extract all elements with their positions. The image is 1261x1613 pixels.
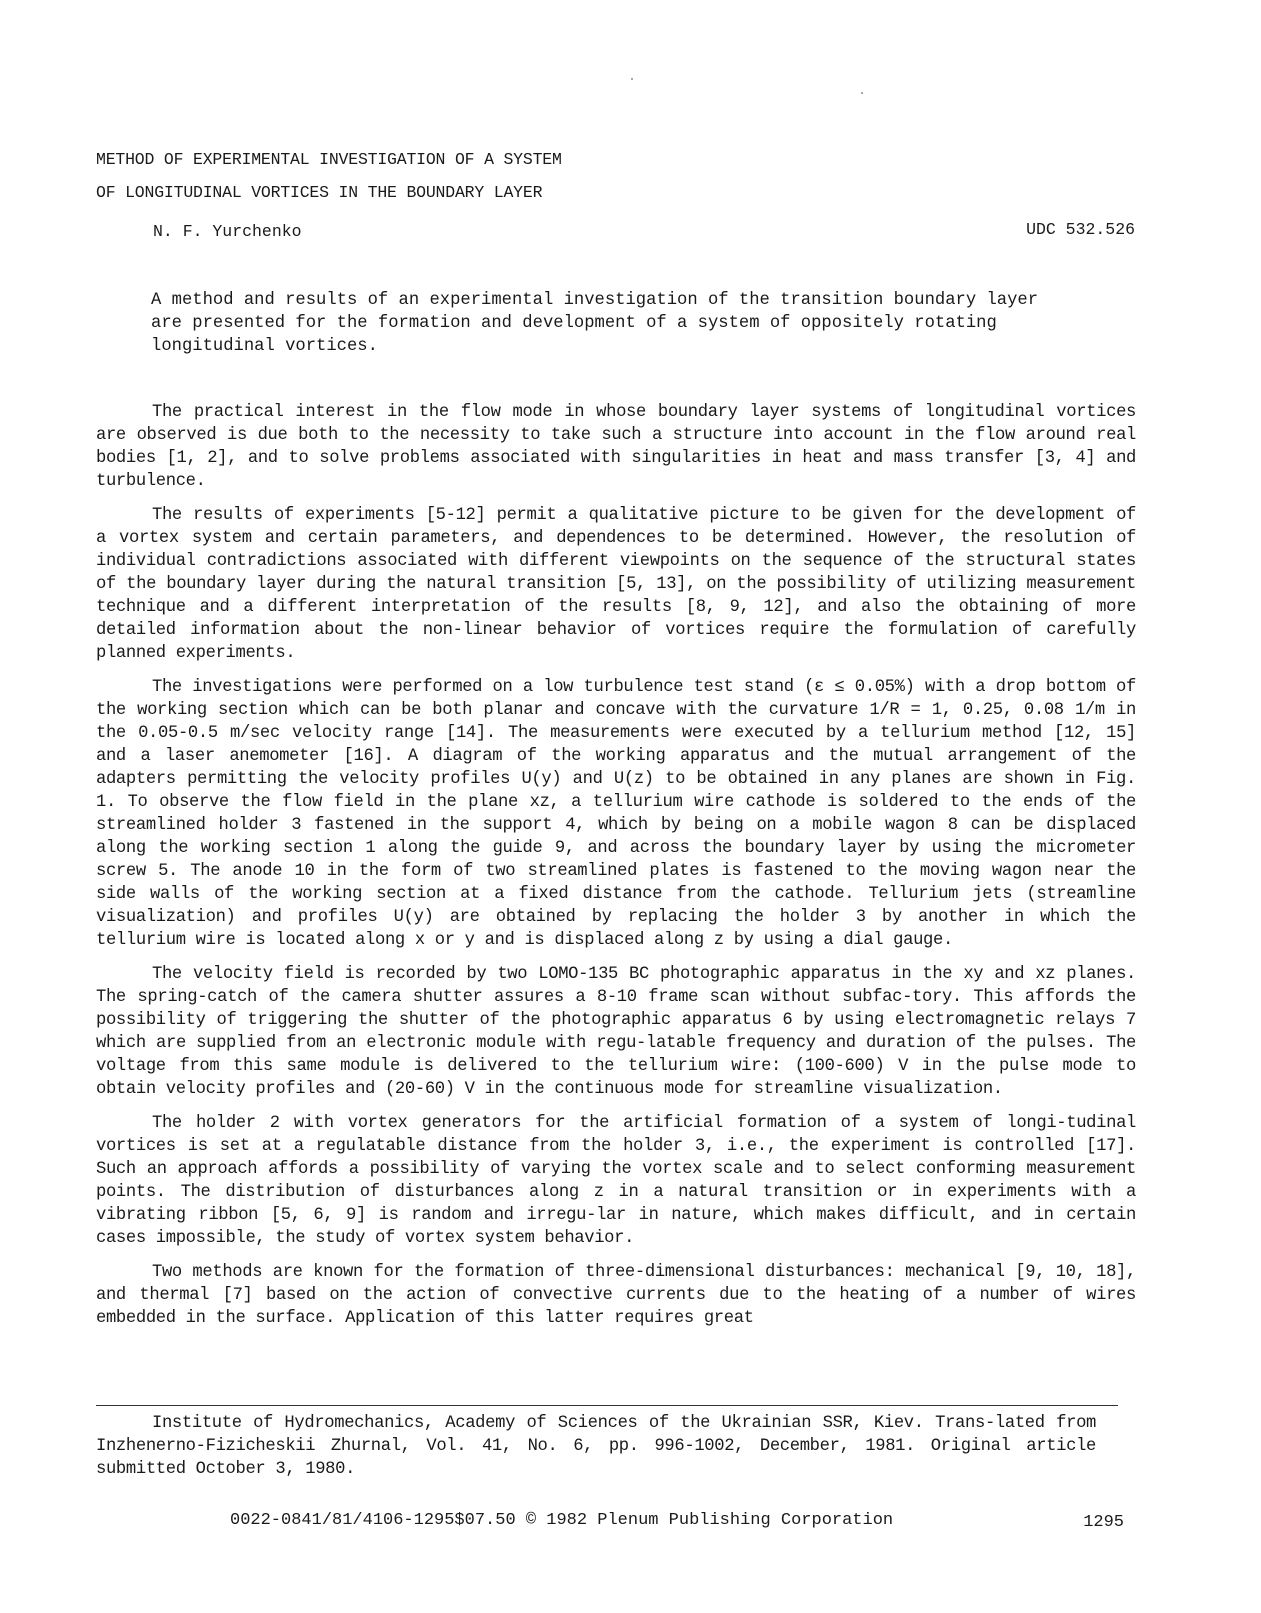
body-paragraph: The practical interest in the flow mode in whose boundary layer systems of longitudinal vortices are observed is due both to the necessity to take such a structure into account in the flow around real bodies [1, 2], and to solve problems associated with singularities in heat and mass transfer [3, 4] and turbulence. — [96, 403, 1136, 491]
article-body — [96, 401, 1136, 1341]
udc-code: UDC 532.526 — [1026, 220, 1135, 239]
article-title-line-2: OF LONGITUDINAL VORTICES IN THE BOUNDARY LAYER — [96, 183, 543, 202]
body-paragraph: The velocity field is recorded by two LOMO-135 BC photographic apparatus in the xy and xz planes. The spring-catch of the camera shutter assures a 8-10 frame scan without subfac-tory. This affords the possibility of triggering the shutter of the photographic apparatus 6 by using electromagnetic relays 7 which are supplied from an electronic module with regu-latable frequency and duration of the pulses. The voltage from this same module is delivered to the tellurium wire: (100-600) V in the pulse mode to obtain velocity profiles and (20-60) V in the continuous mode for streamline visualization. — [96, 965, 1136, 1099]
author-name: N. F. Yurchenko — [153, 222, 302, 241]
body-paragraph: The results of experiments [5-12] permit a qualitative picture to be given for the development of a vortex system and certain parameters, and dependences to be determined. However, the resolution of individual contradictions associated with different viewpoints on the sequence of the structural states of the boundary layer during the natural transition [5, 13], on the possibility of utilizing measurement technique and a different interpretation of the results [8, 9, 12], and also the obtaining of more detailed information about the non-linear behavior of vortices require the formulation of carefully planned experiments. — [96, 506, 1136, 663]
article-title — [96, 143, 562, 209]
page-number: 1295 — [1083, 1513, 1124, 1532]
copyright-line: 0022-0841/81/4106-1295$07.50 © 1982 Plenum Publishing Corporation — [230, 1511, 894, 1530]
footnote-divider — [96, 1405, 1118, 1406]
article-title-line-1: METHOD OF EXPERIMENTAL INVESTIGATION OF A SYSTEM — [96, 150, 562, 169]
abstract: A method and results of an experimental investigation of the transition boundary layer are presented for the formation and development of a system of oppositely rotating longitudinal vortices. — [151, 291, 1039, 356]
footnote: Institute of Hydromechanics, Academy of Sciences of the Ukrainian SSR, Kiev. Trans-lated from Inzhenerno-Fizicheskii Zhurnal, Vol. 41, No. 6, pp. 996-1002, December, 1981. Original article submitted October 3, 1980. — [96, 1414, 1096, 1479]
scan-speck — [631, 78, 633, 80]
body-paragraph: The investigations were performed on a low turbulence test stand (ε ≤ 0.05%) with a drop bottom of the working section which can be both planar and concave with the curvature 1/R = 1, 0.25, 0.08 1/m in the 0.05-0.5 m/sec velocity range [14]. The measurements were executed by a tellurium method [12, 15] and a laser anemometer [16]. A diagram of the working apparatus and the mutual arrangement of the adapters permitting the velocity profiles U(y) and U(z) to be obtained in any planes are shown in Fig. 1. To observe the flow field in the plane xz, a tellurium wire cathode is soldered to the ends of the streamlined holder 3 fastened in the support 4, which by being on a mobile wagon 8 can be displaced along the working section 1 along the guide 9, and across the boundary layer by using the micrometer screw 5. The anode 10 in the form of two streamlined plates is fastened to the moving wagon near the side walls of the working section at a fixed distance from the cathode. Tellurium jets (streamline visualization) and profiles U(y) are obtained by replacing the holder 3 by another in which the tellurium wire is located along x or y and is displaced along z by using a dial gauge. — [96, 678, 1136, 950]
body-paragraph: Two methods are known for the formation of three-dimensional disturbances: mechanical [9, 10, 18], and thermal [7] based on the action of convective currents due to the heating of a number of wires embedded in the surface. Application of this latter requires great — [96, 1263, 1136, 1328]
scan-speck — [861, 92, 863, 94]
body-paragraph: The holder 2 with vortex generators for the artificial formation of a system of longi-tudinal vortices is set at a regulatable distance from the holder 3, i.e., the experiment is controlled [17]. Such an approach affords a possibility of varying the vortex scale and to select conforming measurement points. The distribution of disturbances along z in a natural transition or in experiments with a vibrating ribbon [5, 6, 9] is random and irregu-lar in nature, which makes difficult, and in certain cases impossible, the study of vortex system behavior. — [96, 1114, 1136, 1248]
